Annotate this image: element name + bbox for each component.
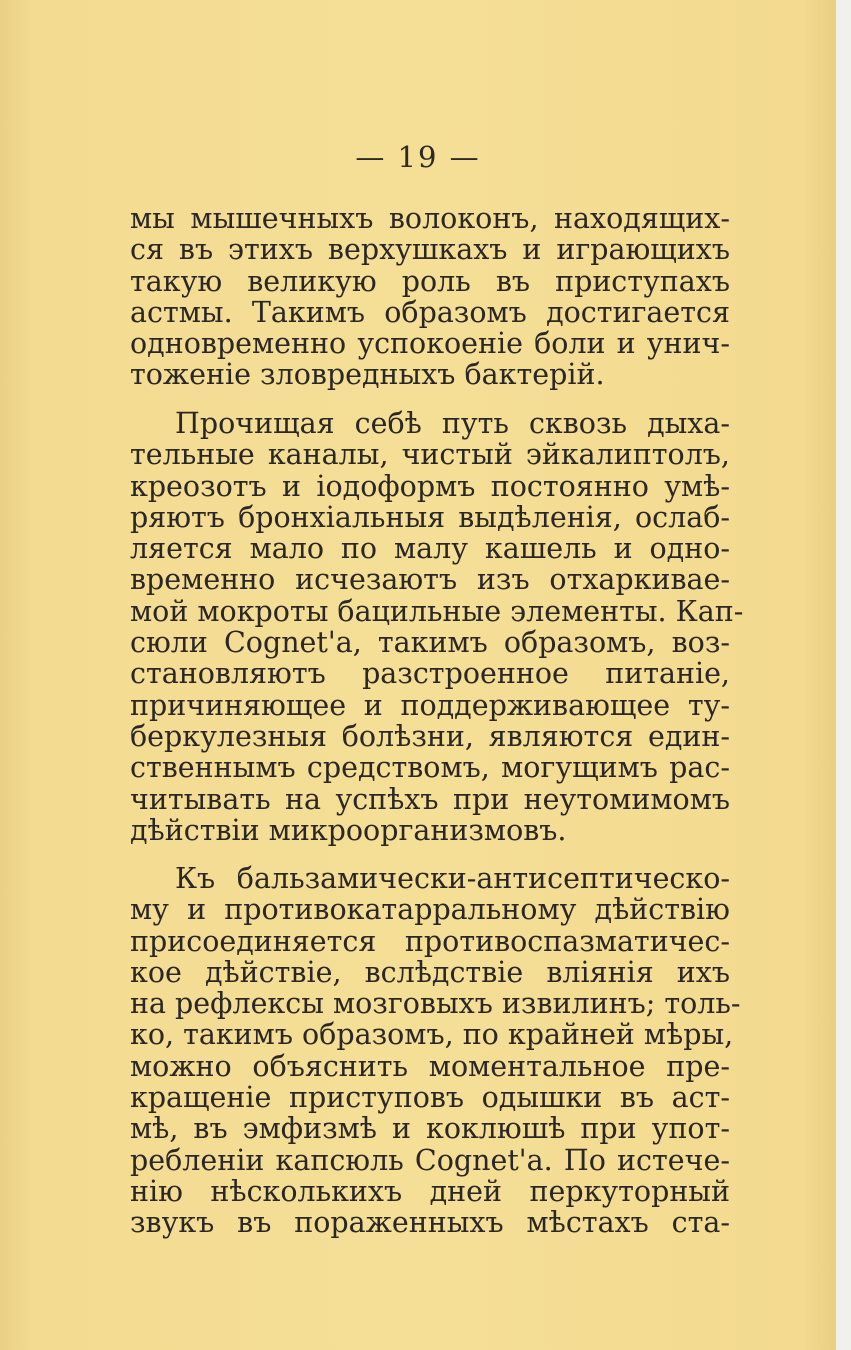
text-line: ся въ этихъ верхушкахъ и играющихъ xyxy=(130,233,730,267)
text-line: беркулезныя болѣзни, являются един- xyxy=(130,719,730,753)
text-line: кращеніе приступовъ одышки въ аст- xyxy=(130,1081,730,1115)
text-line: тельные каналы, чистый эйкалиптолъ, xyxy=(130,438,730,472)
text-line: Къ бальзамически-антисептическо- xyxy=(175,862,730,895)
text-line: ребленіи капсюль Cognet'а. По истече- xyxy=(130,1143,730,1177)
text-line: сюли Cognet'а, такимъ образомъ, воз- xyxy=(130,626,730,660)
text-line: такую великую роль въ приступахъ xyxy=(130,264,730,298)
text-line: ственнымъ средствомъ, могущимъ рас- xyxy=(130,751,730,785)
text-line: становляютъ разстроенное питаніе, xyxy=(130,657,730,691)
paragraph-1 xyxy=(130,203,730,391)
text-line: причиняющее и поддерживающее ту- xyxy=(130,688,730,722)
text-line: одновременно успокоеніе боли и унич- xyxy=(130,327,730,361)
text-line: временно исчезаютъ изъ отхаркивае- xyxy=(130,563,730,597)
text-line: на рефлексы мозговыхъ извилинъ; толь- xyxy=(130,987,741,1021)
text-line: Прочищая себѣ путь сквозь дыха- xyxy=(175,407,730,440)
text-line: му и противокатарральному дѣйствію xyxy=(130,893,730,927)
text-line: можно объяснить моментальное пре- xyxy=(130,1049,730,1083)
paragraph-3 xyxy=(130,862,741,1240)
text-line: мой мокроты бацильные элементы. Кап- xyxy=(130,594,744,628)
text-line: креозотъ и іодоформъ постоянно умѣ- xyxy=(130,469,730,503)
text-line: ко, такимъ образомъ, по крайней мѣры, xyxy=(130,1018,734,1052)
text-line: мѣ, въ эмфизмѣ и коклюшѣ при упот- xyxy=(130,1112,730,1146)
text-line: дѣйствіи микроорганизмовъ. xyxy=(130,813,567,847)
page-number: — 19 — xyxy=(355,140,481,174)
paragraph-2 xyxy=(130,407,744,847)
scan-margin xyxy=(836,0,851,1350)
text-line: астмы. Такимъ образомъ достигается xyxy=(130,295,730,329)
text-line: ляется мало по малу кашель и одно- xyxy=(130,532,730,566)
text-line: ряютъ бронхіальныя выдѣленія, ослаб- xyxy=(130,500,730,534)
text-line: кое дѣйствіе, вслѣдствіе вліянія ихъ xyxy=(130,955,730,989)
text-line: читывать на успѣхъ при неутомимомъ xyxy=(130,782,730,816)
text-line: присоединяется противоспазматичес- xyxy=(130,924,730,958)
text-line: нію нѣсколькихъ дней перкуторный xyxy=(130,1174,730,1208)
text-line: звукъ въ пораженныхъ мѣстахъ ста- xyxy=(130,1206,730,1240)
text-line: мы мышечныхъ волоконъ, находящих- xyxy=(130,202,730,235)
text-line: тоженіе зловредныхъ бактерій. xyxy=(130,358,605,392)
